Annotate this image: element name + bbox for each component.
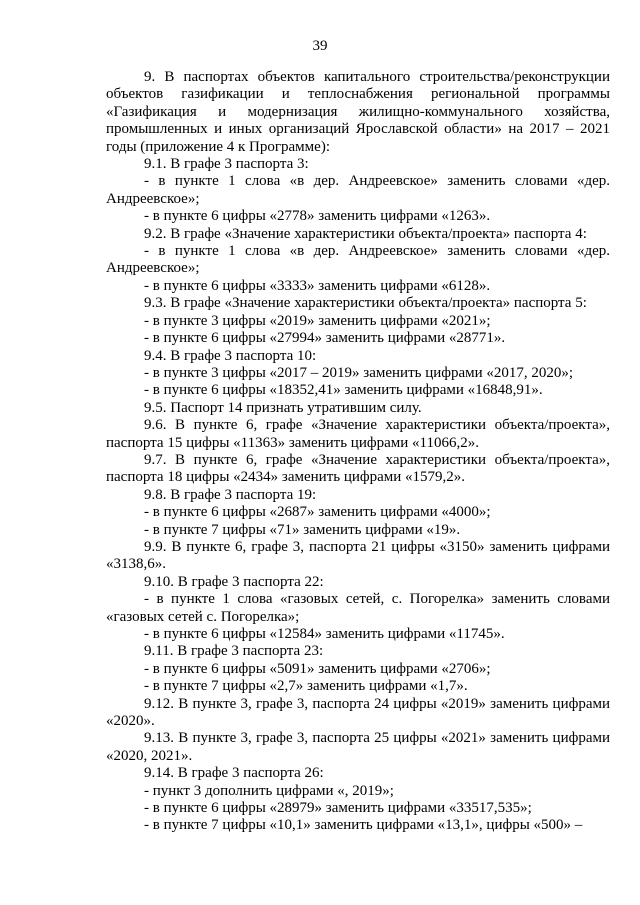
paragraph-9-3-item-2: - в пункте 6 цифры «27994» заменить цифрами «28771». xyxy=(144,330,506,347)
paragraph-9-1-item-1: - в пункте 1 слова «в дер. Андреевское» заменить словами «дер. Андреевское»; xyxy=(106,173,610,207)
paragraph-9-14-item-3: - в пункте 7 цифры «10,1» заменить цифрами «13,1», цифры «500» – xyxy=(144,817,583,834)
document-body xyxy=(106,69,610,835)
paragraph-9-8: 9.8. В графе 3 паспорта 19: xyxy=(144,486,317,503)
paragraph-9-2: 9.2. В графе «Значение характеристики объекта/проекта» паспорта 4: xyxy=(144,225,587,242)
paragraph-9-4-item-1: - в пункте 3 цифры «2017 – 2019» заменить цифрами «2017, 2020»; xyxy=(144,364,574,381)
paragraph-9-14-item-1: - пункт 3 дополнить цифрами «, 2019»; xyxy=(144,782,394,799)
paragraph-9-8-item-2: - в пункте 7 цифры «71» заменить цифрами «19». xyxy=(144,521,461,538)
paragraph-9-6: 9.6. В пункте 6, графе «Значение характеристики объекта/проекта», паспорта 15 цифры «11363» заменить цифрами «11066,2». xyxy=(106,417,610,451)
paragraph-9-5: 9.5. Паспорт 14 признать утратившим силу. xyxy=(144,399,422,416)
paragraph-9-4: 9.4. В графе 3 паспорта 10: xyxy=(144,347,317,364)
paragraph-9-1: 9.1. В графе 3 паспорта 3: xyxy=(144,156,309,173)
paragraph-9-9: 9.9. В пункте 6, графе 3, паспорта 21 цифры «3150» заменить цифрами «3138,6». xyxy=(106,538,610,573)
paragraph-9-3-item-1: - в пункте 3 цифры «2019» заменить цифрами «2021»; xyxy=(144,312,491,329)
paragraph-9-13: 9.13. В пункте 3, графе 3, паспорта 25 цифры «2021» заменить цифрами «2020, 2021». xyxy=(106,730,610,764)
paragraph-9-10: 9.10. В графе 3 паспорта 22: xyxy=(144,573,324,590)
page-number: 39 xyxy=(312,38,328,54)
paragraph-9-2-item-2: - в пункте 6 цифры «3333» заменить цифрами «6128». xyxy=(144,277,491,294)
paragraph-9-12: 9.12. В пункте 3, графе 3, паспорта 24 цифры «2019» заменить цифрами «2020». xyxy=(106,695,610,730)
paragraph-9: 9. В паспортах объектов капитального строительства/реконструкции объектов газификации и теплоснабжения региональной программы «Газификация и модернизация жилищно-коммунального хозяйства, промышленных и иных организаций Ярославской области» на 2017 – 2021 годы (приложение 4 к Программе): xyxy=(106,69,610,155)
paragraph-9-1-item-2: - в пункте 6 цифры «2778» заменить цифрами «1263». xyxy=(144,208,491,225)
paragraph-9-11-item-1: - в пункте 6 цифры «5091» заменить цифрами «2706»; xyxy=(144,660,491,677)
paragraph-9-7: 9.7. В пункте 6, графе «Значение характеристики объекта/проекта», паспорта 18 цифры «2434» заменить цифрами «1579,2». xyxy=(106,451,610,486)
paragraph-9-14: 9.14. В графе 3 паспорта 26: xyxy=(144,765,324,782)
paragraph-9-2-item-1: - в пункте 1 слова «в дер. Андреевское» заменить словами «дер. Андреевское»; xyxy=(106,243,610,277)
paragraph-9-10-item-2: - в пункте 6 цифры «12584» заменить цифрами «11745». xyxy=(144,626,505,642)
paragraph-9-10-item-1: - в пункте 1 слова «газовых сетей, с. Погорелка» заменить словами «газовых сетей с. Погорелка»; xyxy=(106,591,610,625)
paragraph-9-14-item-2: - в пункте 6 цифры «28979» заменить цифрами «33517,535»; xyxy=(144,800,532,817)
paragraph-9-3: 9.3. В графе «Значение характеристики объекта/проекта» паспорта 5: xyxy=(144,295,587,312)
paragraph-9-8-item-1: - в пункте 6 цифры «2687» заменить цифрами «4000»; xyxy=(144,504,491,521)
paragraph-9-11: 9.11. В графе 3 паспорта 23: xyxy=(144,643,324,660)
paragraph-9-11-item-2: - в пункте 7 цифры «2,7» заменить цифрами «1,7». xyxy=(144,678,468,695)
paragraph-9-4-item-2: - в пункте 6 цифры «18352,41» заменить цифрами «16848,91». xyxy=(144,382,543,399)
